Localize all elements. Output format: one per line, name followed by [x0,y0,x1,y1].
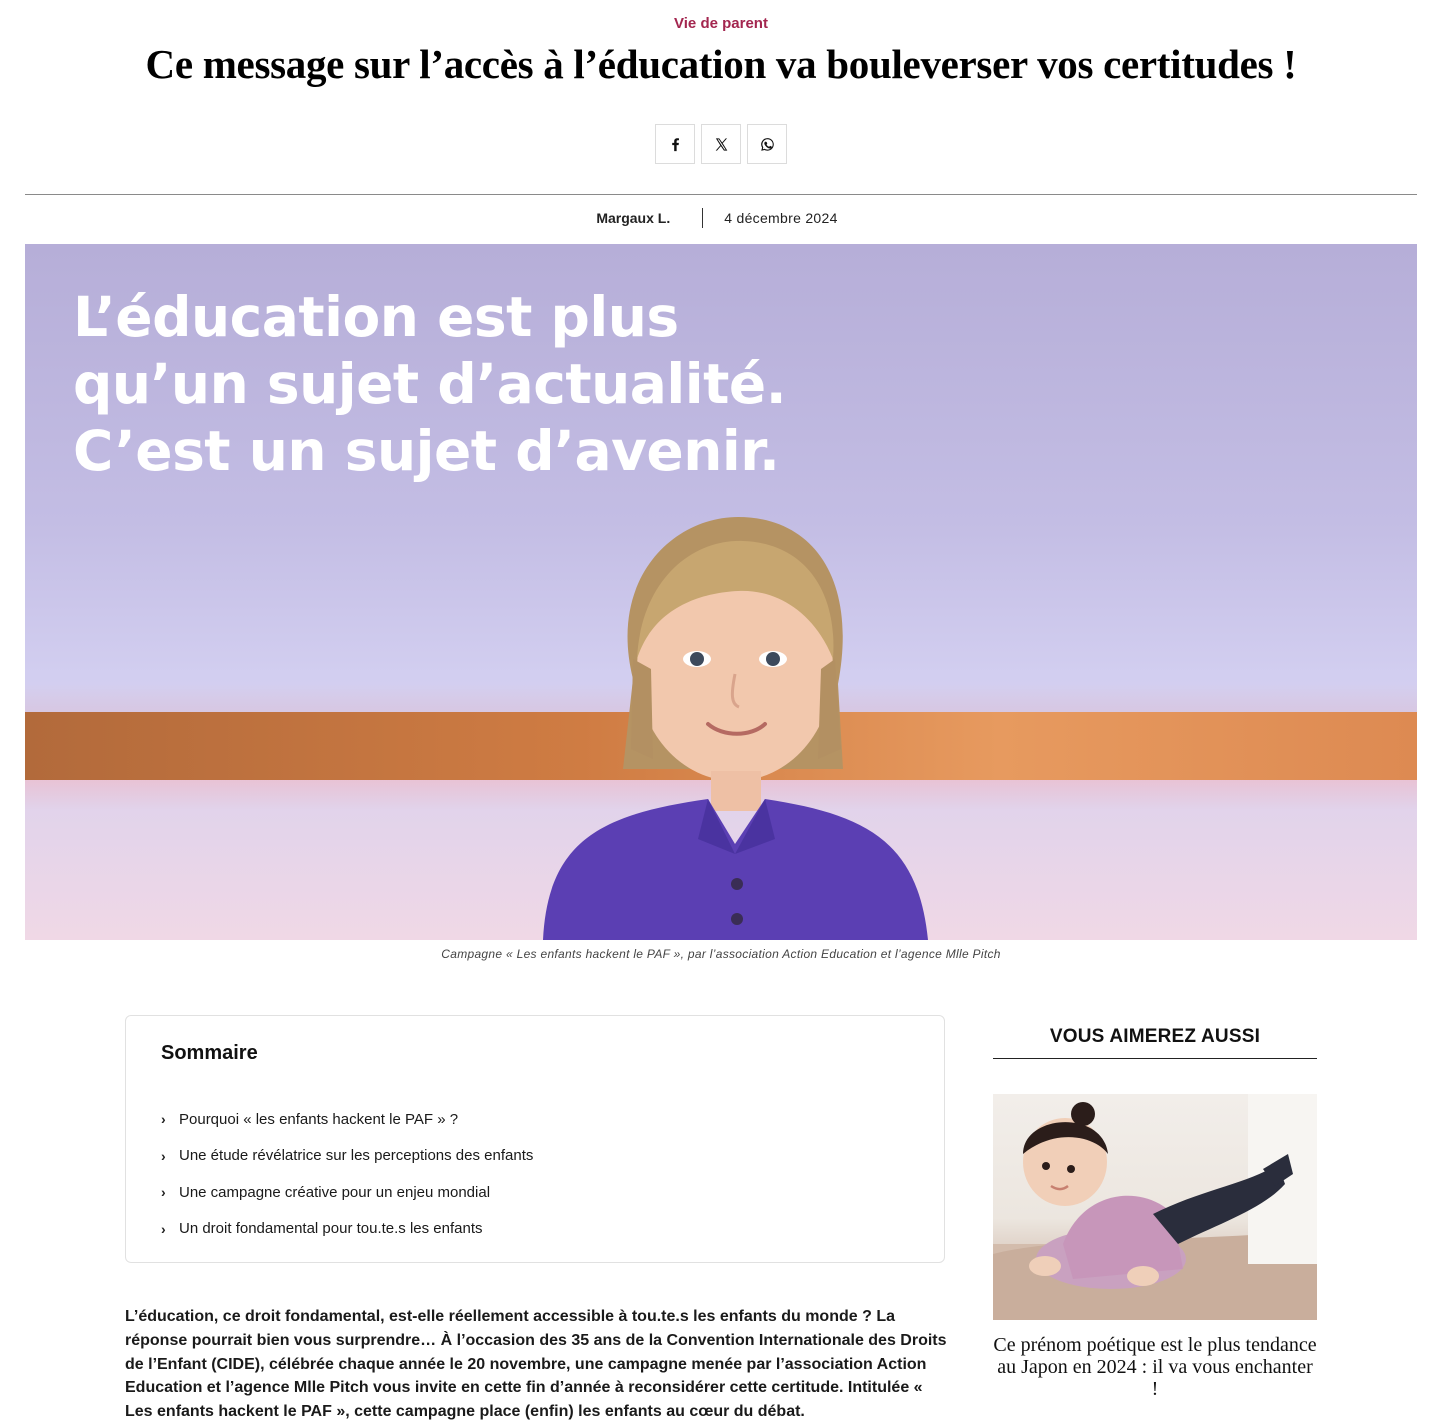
hero-image [25,244,1417,940]
toc-list [161,1101,533,1247]
facebook-icon [668,137,683,152]
chevron-right-icon: › [161,1111,166,1128]
toc-title: Sommaire [161,1042,258,1064]
hero-line-3: C’est un sujet d’avenir. [73,419,780,483]
toc-item-label: Un droit fondamental pour tou.te.s les enfants [179,1220,483,1238]
toddler-photo-illustration [993,1094,1317,1320]
child-portrait-illustration [513,509,953,940]
table-of-contents [125,1015,945,1263]
hero-headline [73,284,973,485]
toc-item[interactable] [161,1211,533,1248]
article-category[interactable]: Vie de parent [674,15,768,32]
author-link[interactable]: Margaux L. [596,210,671,226]
hero-line-1: L’éducation est plus [73,285,679,349]
toc-item[interactable] [161,1101,533,1138]
share-bar [655,124,787,164]
related-section-title: VOUS AIMEREZ AUSSI [1049,1026,1261,1047]
share-facebook-button[interactable] [655,124,695,164]
chevron-right-icon: › [161,1220,166,1237]
hero-caption: Campagne « Les enfants hackent le PAF », par l’association Action Education et l’agence Mlle Pitch [441,947,1001,961]
x-icon [714,137,729,152]
related-article-image[interactable] [993,1094,1317,1320]
toc-item[interactable] [161,1138,533,1175]
publish-date: 4 décembre 2024 [724,210,838,226]
toc-item-label: Pourquoi « les enfants hackent le PAF » ? [179,1110,459,1128]
related-article-headline[interactable]: Ce prénom poétique est le plus tendance au Japon en 2024 : il va vous enchanter ! [993,1334,1317,1400]
hero-line-2: qu’un sujet d’actualité. [73,352,787,416]
toc-item[interactable] [161,1174,533,1211]
share-x-button[interactable] [701,124,741,164]
chevron-right-icon: › [161,1184,166,1201]
whatsapp-icon [760,137,775,152]
chevron-right-icon: › [161,1147,166,1164]
header-divider [25,194,1417,195]
toc-item-label: Une étude révélatrice sur les perceptions des enfants [179,1147,534,1165]
article-title: Ce message sur l’accès à l’éducation va bouleverser vos certitudes ! [145,41,1297,87]
article-meta [0,208,1442,228]
article-intro: L’éducation, ce droit fondamental, est-elle réellement accessible à tou.te.s les enfants du monde ? La réponse pourrait bien vous surprendre… À l’occasion des 35 ans de la Convention Internationale des Droits de l’Enfant (CIDE), célébrée chaque année le 20 novembre, une campagne menée par l’association Action Education et l’agence Mlle Pitch vous invite en cette fin d’année à reconsidérer cette certitude. Intitulée « Les enfants hackent le PAF », cette campagne place (enfin) les enfants au cœur du débat. [125,1308,947,1421]
toc-item-label: Une campagne créative pour un enjeu mondial [179,1183,491,1201]
share-whatsapp-button[interactable] [747,124,787,164]
related-divider [993,1058,1317,1059]
